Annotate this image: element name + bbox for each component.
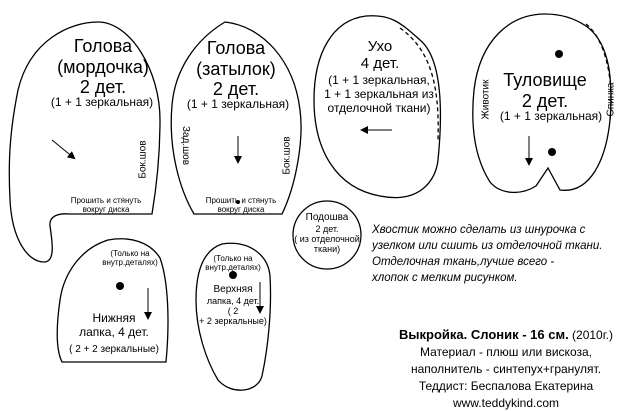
credits-title: Выкройка. Слоник - 16 см. <box>399 327 569 342</box>
body-title <box>500 70 590 111</box>
ear-note-3: отделочной ткани) <box>327 100 431 115</box>
lower-paw-title-2: лапка, 4 дет. <box>79 324 149 339</box>
body-note: (1 + 1 зеркальная) <box>499 109 603 123</box>
credits-website: www.teddykind.com <box>452 395 560 410</box>
head-front-title <box>48 36 158 98</box>
ear-title <box>330 38 430 73</box>
note-line-2: узелком или сшить из отделочной ткани. <box>372 240 603 253</box>
upper-paw-top-note <box>200 254 266 272</box>
head-back-bottom-label-1: Прошить и стянуть <box>205 196 277 205</box>
note-line-4: хлопок с мелким рисунком. <box>372 272 518 285</box>
head-front-side-label: Бок.шов <box>137 140 149 179</box>
head-back-side-label: Бок.шов <box>281 136 293 175</box>
sole-note-1: ( из отделочной <box>294 233 360 244</box>
head-back-title-line: Голова <box>206 38 266 58</box>
upper-paw-top-note-1: (Только на <box>213 254 253 263</box>
ear-note <box>316 74 442 115</box>
lower-paw-top-note-2: внутр.деталях) <box>102 258 158 268</box>
credits-line-2: Материал - плюш или вискоза, <box>419 345 592 360</box>
sole-title: Подошва <box>305 212 349 223</box>
upper-paw-note-1: ( 2 <box>227 305 239 316</box>
upper-paw-note-2: + 2 зеркальные) <box>199 316 267 327</box>
head-front-note: (1 + 1 зеркальная) <box>50 95 154 109</box>
head-back-subtitle: (затылок) <box>196 58 276 79</box>
ear-title-line: Ухо <box>367 38 393 55</box>
credits-line-3: наполнитель - синтепух+гранулят. <box>410 361 602 376</box>
head-front-subtitle: (мордочка) <box>57 56 149 77</box>
head-back-title <box>186 38 286 100</box>
tail-note <box>372 222 634 286</box>
sole-count: 2 дет. <box>315 223 339 234</box>
head-back-bottom-label <box>196 196 286 214</box>
head-front-count: 2 дет. <box>79 77 127 98</box>
ear-note-2: 1 + 1 зеркальная из <box>324 86 434 101</box>
upper-paw-title-1: Верхняя <box>213 284 253 295</box>
head-back-left-label: Зад.шов <box>180 125 192 166</box>
head-back-bottom-label-2: вокруг диска <box>217 205 265 215</box>
body-right-label: Спинка <box>605 82 617 117</box>
lower-paw-top-note-1: (Только на <box>110 249 150 258</box>
credits-line-4: Теддист: Беспалова Екатерина <box>418 378 594 393</box>
body-title-line: Туловище <box>503 70 587 90</box>
note-line-3: Отделочная ткань,лучше всего - <box>372 256 555 269</box>
head-back-note: (1 + 1 зеркальная) <box>186 97 290 111</box>
lower-paw-title-1: Нижняя <box>92 311 136 325</box>
body-count: 2 дет. <box>521 90 569 111</box>
credits-block <box>372 326 640 411</box>
sole-note-2: ткани) <box>313 244 341 255</box>
body-dot-bottom <box>548 148 556 156</box>
lower-paw-note: ( 2 + 2 зеркальные) <box>69 344 159 355</box>
credits-year: (2010г.) <box>568 328 613 342</box>
upper-paw-title-2: лапка, 4 дет. <box>206 295 260 306</box>
upper-paw-top-note-2: внутр.деталях) <box>205 263 261 273</box>
body-left-label: Животик <box>480 79 492 120</box>
lower-paw-dot <box>116 282 124 290</box>
head-front-bottom-label-2: вокруг диска <box>82 205 130 215</box>
head-back-count: 2 дет. <box>212 79 260 100</box>
note-line-1: Хвостик можно сделать из шнурочка с <box>372 224 586 236</box>
sole-label <box>293 212 361 255</box>
head-front-bottom-label-1: Прошить и стянуть <box>70 196 142 205</box>
upper-paw-title <box>198 284 268 327</box>
ear-count: 4 дет. <box>360 55 400 73</box>
ear-note-1: (1 + 1 зеркальная, <box>328 73 430 87</box>
lower-paw-top-note <box>98 249 162 267</box>
head-front-bottom-label <box>56 196 156 214</box>
lower-paw-title <box>62 312 166 340</box>
body-dot-top <box>555 50 563 58</box>
head-front-title-line: Голова <box>73 36 133 56</box>
credits-title-row <box>372 326 640 344</box>
